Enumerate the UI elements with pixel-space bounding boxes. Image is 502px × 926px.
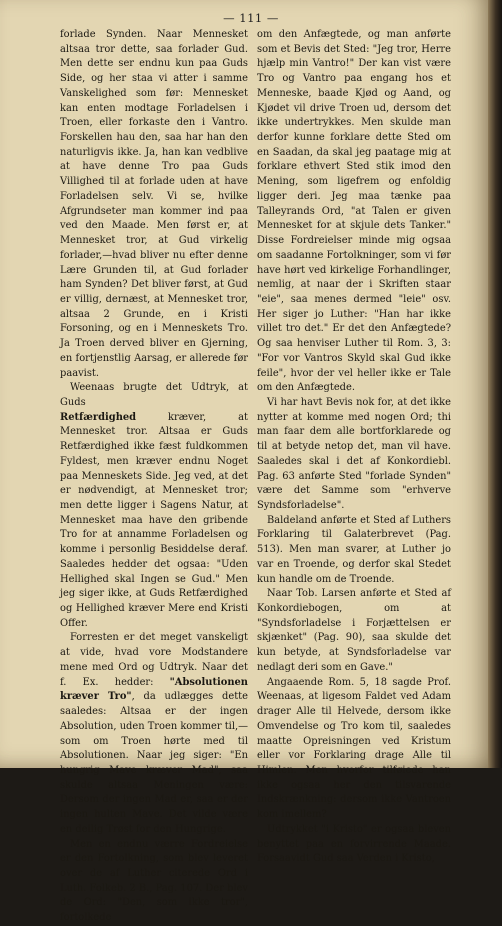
paragraph: Udtrykket "i Kristo" er ogsaa bleven benyttet paa en forvirrende Maade. Forsaavidt Gud saa Verden i Kristo, bbox=[257, 823, 451, 865]
paragraph-text: kræver, at Mennesket tror. Altsaa er Guds Retfærdighed ikke fæst fuldkommen Fyldest, men kræver endnu Noget paa Menneskets Side. Jeg ved, at det er nødvendigt, at Mennesket tror; men dette ligger i Sagens Natur, at Mennesket maa have den gribende Tro for at annamme Forladelsen og komme i personlig Besiddelse deraf. Saaledes hedder det ogsaa: "Uden Hellighed skal Ingen se Gud." Men jeg siger ikke, at Guds Retfærdighed og Hellighed kræver Mere end Kristi Offer. bbox=[60, 411, 248, 629]
paragraph: Vi har havt Bevis nok for, at det ikke nytter at komme med nogen Ord; thi man faar dem alle bortforklarede og til at betyde netop det, man vil have. Saaledes skal i det af Konkordiebl. Pag. 63 anførte Sted "forlade Synden" være det Samme som "erhverve Syndsforladelse". bbox=[257, 396, 451, 511]
paragraph: forlade Synden. Naar Mennesket altsaa tror dette, saa forlader Gud. Men dette ser endnu kun paa Guds Side, og her staa vi atter i samme Vanskelighed som før: Mennesket kan enten modtage Forladelsen i Troen, eller forkaste den i Vantro. Forskellen hau den, saa har han den naturligvis ikke. Ja, han kan vedblive at have denne Tro paa Guds Villighed til at forlade uden at have Forladelsen selv. Vi se, hvilke Afgrundseter man kommer ind paa ved den Maade. Men først er, at Mennesket tror, at Gud virkelig forlader,—hvad bliver nu efter denne Lære Grunden til, at Gud forlader ham Synden? Det bliver først, at Gud er villig, dernæst, at Mennesket tror, altsaa 2 Grunde, en i Kristi Forsoning, og en i Menneskets Tro. Ja Troen derved bliver en Gjerning, en fortjenstlig Aarsag, er allerede før paavist. bbox=[60, 29, 248, 379]
emphasized-quote: "Absolutionen kræver Tro" bbox=[60, 676, 248, 703]
paragraph bbox=[60, 631, 248, 837]
page-number: — 111 — bbox=[223, 11, 279, 25]
emphasized-term: Retfærdighed bbox=[60, 411, 137, 423]
paragraph-text: , da udlægges dette saaledes: Altsaa er der ingen Absolution, uden Troen kommer til,—som om Troen hørte med til Absolutionen. Naar jeg siger: "En hungrig Mave kræver Mad", saa skulde altsaa Meningen være: Dersom der ingen Mad er, saa er der ingen hulten Mave. Det vilde være en deilig Trøst for den Hungrige. bbox=[60, 691, 248, 835]
paragraph: Weenaas brugte det Udtryk, at Guds bbox=[60, 382, 248, 408]
right-column bbox=[257, 28, 451, 867]
paragraph-text: Forresten er det meget vanskeligt at vide, hvad vore Modstandere mene med Ord og Udtryk. Naar det f. Ex. hedder: bbox=[60, 632, 248, 688]
paragraph: Baldeland anførte et Sted af Luthers Forklaring til Galaterbrevet (Pag. 513). Men man svarer, at Luther jo var en Troende, og derfor skal Stedet kun handle om de Troende. bbox=[257, 514, 451, 585]
paragraph bbox=[60, 411, 248, 632]
left-column bbox=[60, 28, 248, 926]
paragraph: Angaaende Rom. 5, 18 sagde Prof. Weenaas, at ligesom Faldet ved Adam drager Alle til Helvede, dersom ikke Omvendelse og Tro kom til, saaledes maatte Opreisningen ved Kristum eller vor Forklaring drage Alle til Himlen. Men hvorfor tilføiede han ikke ogsaa her den tilsvarende Indskrænkning: dersom ikke Vantroen kom imellem? bbox=[257, 676, 451, 821]
paragraph: Naar Tob. Larsen anførte et Sted af Konkordiebogen, om at "Syndsforladelse i Forjættelsen er skjænket" (Pag. 90), saa skulde det kun betyde, at Syndsforladelse var nedlagt deri som en Gave." bbox=[257, 588, 451, 673]
paragraph: Men en endnu værre Fordreielse er den Fortolkning, som blev leveret over de af Luther citerede Ord i Luth. Folkeb. 2 B., Pag. 107. Der blev de Ord: "Den, som ikke tror", fortolkede bbox=[60, 838, 248, 924]
paragraph: om den Anfægtede, og man anførte som et Bevis det Sted: "Jeg tror, Herre hjælp min Vantro!" Der kan vist være Tro og Vantro paa engang hos et Menneske, baade Kjød og Aand, og Kjødet vil drive Troen ud, dersom det ikke undertrykkes. Men skulde man derfor kunne forklare dette Sted om en Saadan, da skal jeg paatage mig at forklare ethvert Sted stik imod den Mening, som ligefrem og enfoldig ligger deri. Jeg maa tænke paa Talleyrands Ord, "at Talen er given Mennesket for at skjule dets Tanker." Disse Fordreielser minde mig ogsaa om saadanne Fortolkninger, som vi før have hørt ved kirkelige Forhandlinger, nemlig, at naar der i Skriften staar "eie", saa menes dermed "leie" osv. Her siger jo Luther: "Han har ikke villet tro det." Er det den Anfægtede? Og saa henviser Luther til Rom. 3, 3: "For vor Vantros Skyld skal Gud ikke feile", hvor der vel heller ikke er Tale om den Anfægtede. bbox=[257, 29, 451, 394]
book-spine bbox=[488, 0, 502, 768]
